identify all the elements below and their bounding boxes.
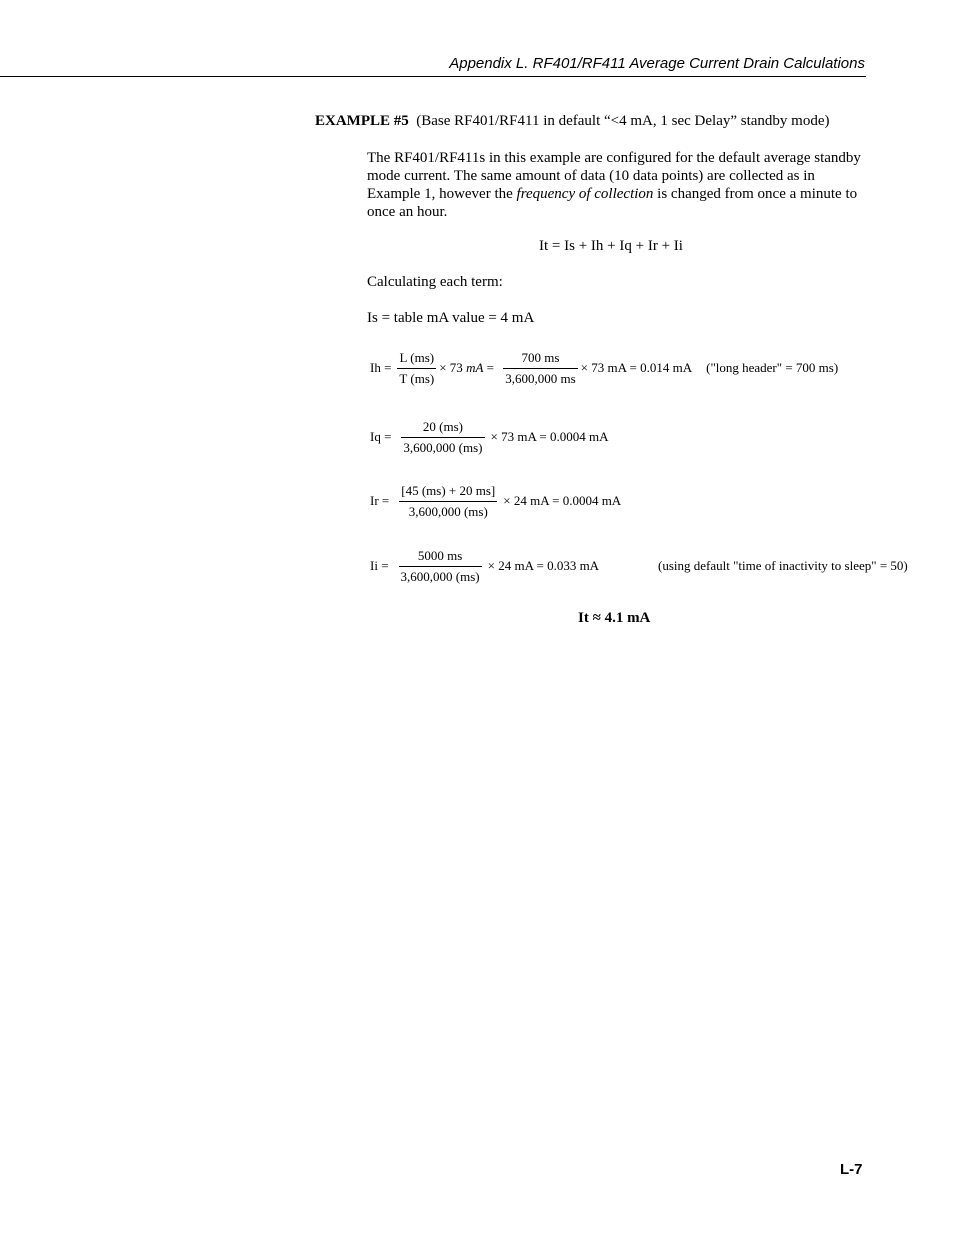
ir-lhs: Ir = — [370, 493, 390, 508]
iq-lhs: Iq = — [370, 429, 392, 444]
ii-equation — [370, 546, 930, 586]
ir-denominator: 3,600,000 (ms) — [408, 503, 488, 519]
ih-frac2-denominator: 3,600,000 ms — [505, 370, 576, 386]
iq-equation — [370, 417, 608, 457]
ih-frac1-denominator: T (ms) — [399, 370, 435, 386]
iq-fraction — [401, 419, 484, 456]
paragraph-italic: frequency of collection — [516, 186, 654, 202]
ir-equation — [370, 481, 621, 521]
ih-result: × 73 mA = 0.014 mA — [580, 360, 693, 375]
ih-mult1 — [439, 360, 483, 376]
iq-numerator: 20 (ms) — [401, 419, 484, 438]
ih-mult1-pre: × 73 — [439, 360, 467, 375]
ii-fraction — [399, 548, 482, 585]
ii-lhs: Ii = — [370, 558, 389, 573]
ih-note: ("long header" = 700 ms) — [706, 360, 839, 375]
ii-numerator: 5000 ms — [399, 548, 482, 567]
ir-numerator: [45 (ms) + 20 ms] — [399, 483, 497, 502]
ii-denominator: 3,600,000 (ms) — [400, 568, 480, 584]
paragraph-part2: is changed from once a minute to once an hour. — [367, 186, 858, 220]
example-subtitle: (Base RF401/RF411 in default “<4 mA, 1 sec Delay” standby mode) — [416, 113, 830, 129]
ii-result: × 24 mA = 0.033 mA — [487, 558, 600, 573]
paragraph-part1: The RF401/RF411s in this example are configured for the default average standby mode current. The same amount of data (10 data points) are collected as in Example 1, however the — [367, 150, 861, 202]
calculating-label: Calculating each term: — [367, 274, 503, 290]
ii-note: (using default "time of inactivity to sleep" = 50) — [658, 558, 908, 573]
total-result: It ≈ 4.1 mA — [578, 610, 651, 626]
ih-lhs: Ih = — [370, 360, 392, 375]
header-rule — [0, 76, 866, 77]
page-header: Appendix L. RF401/RF411 Average Current Drain Calculations — [449, 55, 865, 72]
ih-frac2-numerator: 700 ms — [503, 350, 577, 369]
ir-fraction — [399, 483, 497, 520]
page-number: L-7 — [840, 1161, 863, 1178]
iq-result: × 73 mA = 0.0004 mA — [490, 429, 609, 444]
example-heading — [315, 113, 830, 130]
main-equation: It = Is + Ih + Iq + Ir + Ii — [539, 238, 683, 254]
ih-equation — [370, 348, 930, 388]
ir-result: × 24 mA = 0.0004 mA — [503, 493, 622, 508]
ih-equals: = — [483, 360, 498, 375]
intro-paragraph — [367, 149, 867, 221]
ih-frac1-numerator: L (ms) — [397, 350, 436, 369]
example-label: EXAMPLE #5 — [315, 113, 409, 129]
is-equation: Is = table mA value = 4 mA — [367, 310, 535, 326]
ih-fraction-1 — [397, 350, 436, 387]
ih-fraction-2 — [503, 350, 577, 387]
ih-mult1-unit: mA — [466, 360, 484, 375]
iq-denominator: 3,600,000 (ms) — [403, 439, 483, 455]
